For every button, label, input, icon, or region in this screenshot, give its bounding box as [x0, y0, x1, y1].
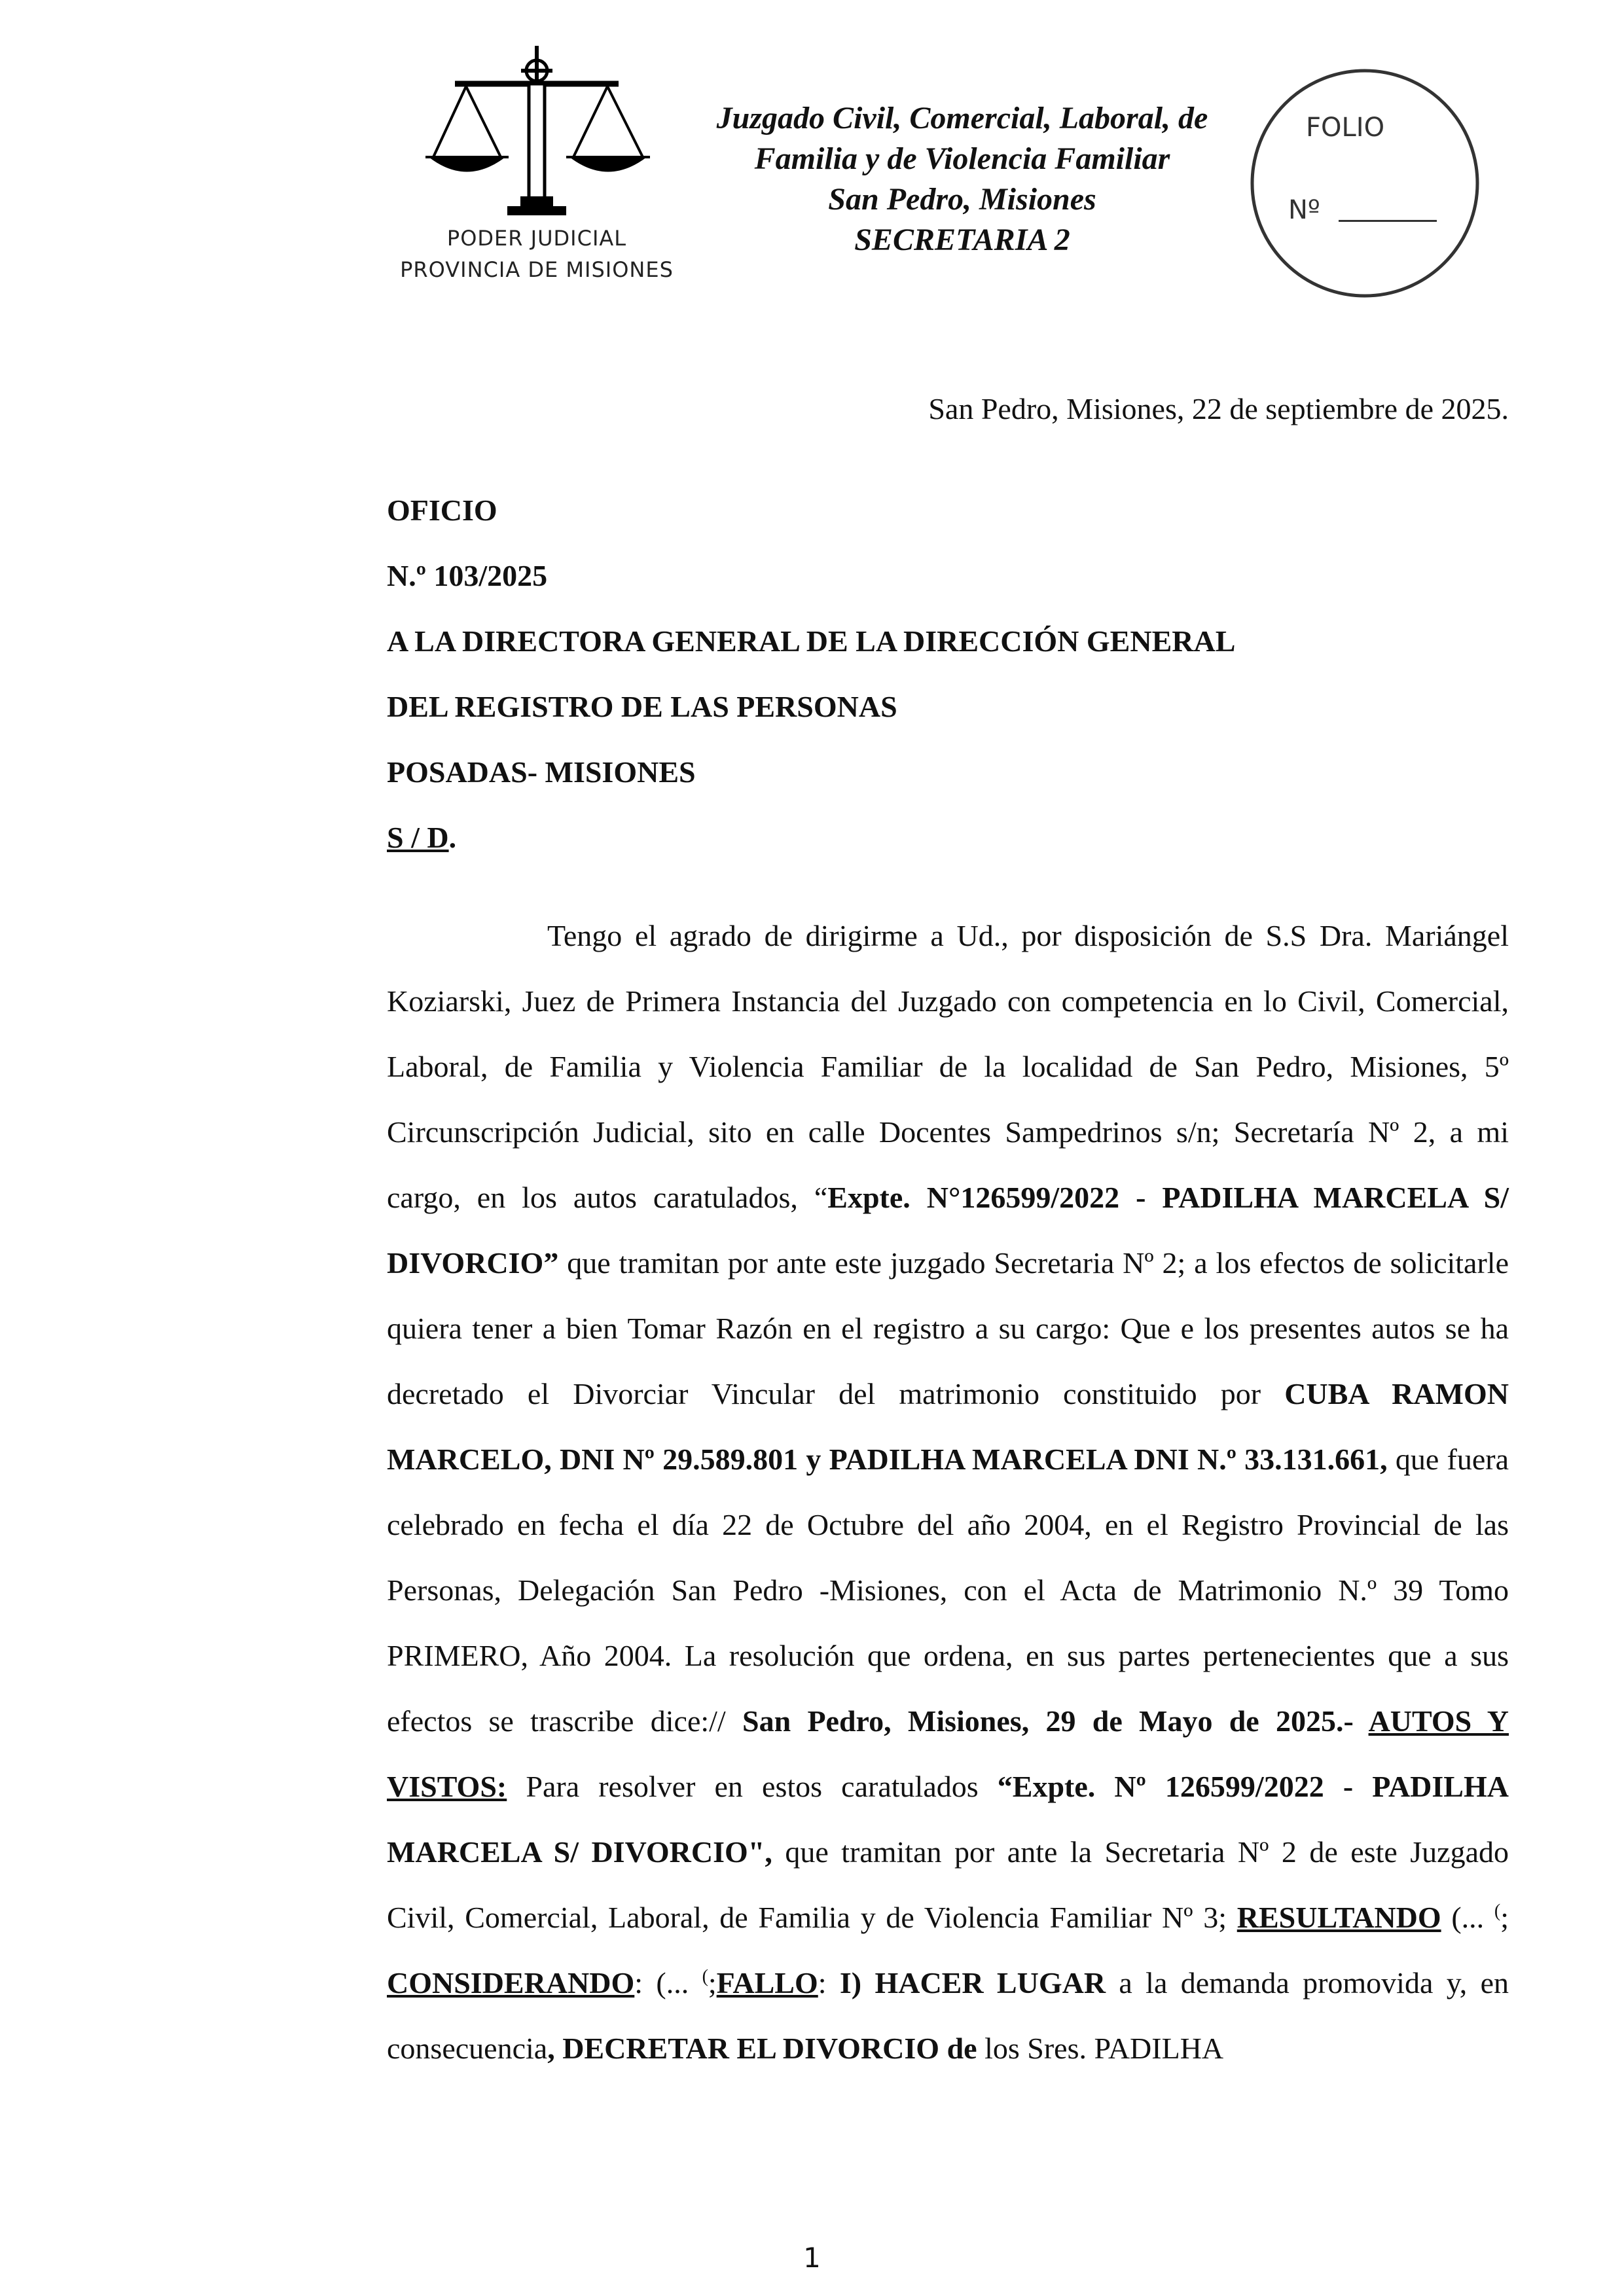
body-case-ref-1: Expte. N°126599/2022 - PADILHA MARCELA S/ DIVORCIO” — [387, 1181, 1509, 1280]
recipient-city: POSADAS- MISIONES — [387, 755, 696, 789]
court-line4: SECRETARIA 2 — [854, 223, 1070, 257]
court-heading — [655, 98, 1270, 260]
addressee-block — [387, 478, 1235, 870]
body-text-1: Tengo el agrado de dirigirme a Ud., por disposición de S.S Dra. Mariángel Koziarski, Juez de Primera Instancia del Juzgado con competencia en lo Civil, Comercial, Laboral, de Familia y Violencia Familiar de la localidad de San Pedro, Misiones, 5º Circunscripción Judicial, sito en calle Docentes Sampedrinos s/n; Secretaría Nº 2, a mi cargo, en los autos caratulados, “ — [387, 919, 1509, 1214]
body-text-10: : — [818, 1966, 840, 2000]
body-resultando: RESULTANDO — [1236, 1901, 1441, 1934]
document-date: San Pedro, Misiones, 22 de septiembre de 2025. — [928, 392, 1509, 425]
body-text-2: que tramitan por ante este juzgado Secretaria Nº 2; a los efectos de solicitarle quiera tener a bien Tomar Razón en el registro a su cargo: Que e los presentes autos se ha decretado el Divorciar Vincular del matrimonio constituido por — [387, 1246, 1509, 1410]
body-paragraph — [387, 903, 1509, 2081]
body-case-ref-2: “Expte. Nº 126599/2022 - PADILHA MARCELA S/ DIVORCIO", — [387, 1770, 1509, 1869]
logo-caption-line2: PROVINCIA DE MISIONES — [400, 257, 674, 282]
recipient-line1: A LA DIRECTORA GENERAL DE LA DIRECCIÓN GENERAL — [387, 624, 1236, 658]
body-sup-1: ( — [1494, 1901, 1501, 1922]
body-text-9: ; — [708, 1966, 717, 2000]
body-resolution-date: San Pedro, Misiones, 29 de Mayo de 2025.- — [742, 1704, 1369, 1738]
sd-dot: . — [448, 821, 457, 854]
oficio-number: N.º 103/2025 — [387, 559, 548, 592]
body-text-11: a la demanda promovida y, en consecuencia — [387, 1966, 1509, 2065]
logo-caption — [393, 223, 681, 285]
sd-text: S / D — [387, 821, 449, 854]
logo-caption-line1: PODER JUDICIAL — [446, 226, 627, 251]
body-text-3: que fuera celebrado en fecha el día 22 de Octubre del año 2004, en el Registro Provincial de las Personas, Delegación San Pedro -Misiones, con el Acta de Matrimonio N.º 39 Tomo PRIMERO, Año 2004. La resolución que ordena, en sus partes pertenecientes que a sus efectos se trascribe dice:// — [387, 1443, 1509, 1738]
court-line3: San Pedro, Misiones — [828, 182, 1096, 217]
court-line1: Juzgado Civil, Comercial, Laboral, de — [716, 101, 1208, 135]
body-text-5: que tramitan por ante la Secretaria Nº 2 de este Juzgado Civil, Comercial, Laboral, de Familia y de Violencia Familiar Nº 3; — [387, 1835, 1509, 1934]
body-considerando: CONSIDERANDO — [387, 1966, 635, 2000]
body-parties: CUBA RAMON MARCELO, DNI Nº 29.589.801 y PADILHA MARCELA DNI N.º 33.131.661, — [387, 1377, 1509, 1476]
salutation-sd — [387, 805, 1235, 870]
oficio-title: OFICIO — [387, 493, 497, 527]
body-text-6: (... — [1441, 1901, 1494, 1934]
body-autos-y-vistos: AUTOS Y VISTOS: — [387, 1704, 1509, 1803]
folio-label: FOLIO — [1306, 113, 1385, 143]
body-decretar-divorcio: , DECRETAR EL DIVORCIO de — [547, 2032, 977, 2065]
folio-stamp — [1247, 65, 1483, 301]
body-fallo: FALLO — [716, 1966, 818, 2000]
body-hacer-lugar: I) HACER LUGAR — [839, 1966, 1106, 2000]
body-text-12: los Sres. PADILHA — [977, 2032, 1224, 2065]
page-number: 1 — [803, 2242, 821, 2274]
body-text-7: ; — [1500, 1901, 1509, 1934]
court-line2: Familia y de Violencia Familiar — [754, 141, 1170, 176]
folio-number-blank — [1339, 220, 1437, 222]
body-sup-2: ( — [702, 1966, 708, 1987]
body-text-8: : (... — [634, 1966, 702, 2000]
folio-number-label: Nº — [1288, 195, 1320, 225]
body-text-4: Para resolver en estos caratulados — [507, 1770, 998, 1803]
recipient-line2: DEL REGISTRO DE LAS PERSONAS — [387, 690, 897, 723]
